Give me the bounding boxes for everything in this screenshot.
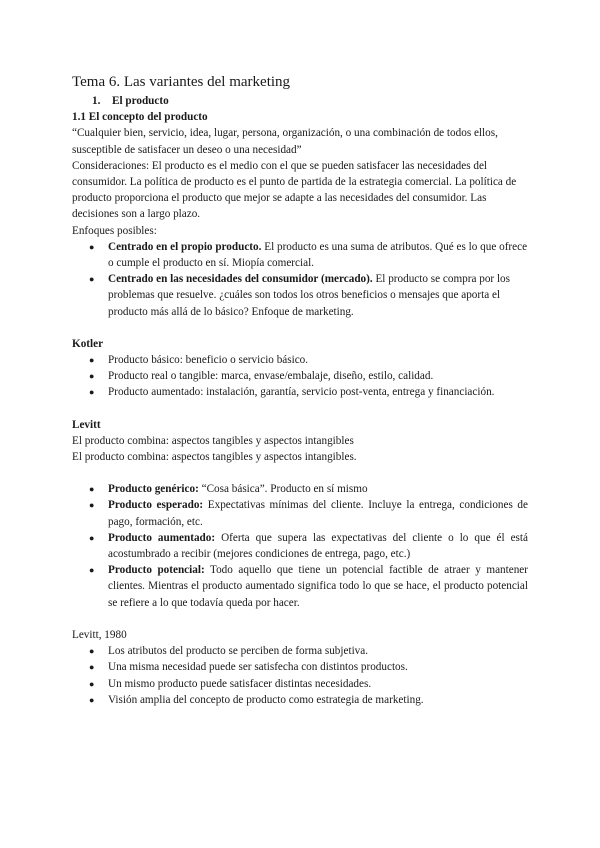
definition-quote: “Cualquier bien, servicio, idea, lugar, persona, organización, o una combinación de todos ellos, susceptible de satisfacer un deseo o una necesidad” (72, 127, 498, 156)
list-item (72, 368, 528, 384)
item-bold: Producto genérico: (108, 483, 199, 496)
levitt-list (72, 481, 528, 611)
considerations-paragraph: Consideraciones: El producto es el medio con el que se pueden satisfacer las necesidades del consumidor. La política de producto es el punto de partida de la estrategia comercial. La política de producto proporciona el producto que mejor se adapte a las necesidades del consumidor. Las decisiones son a largo plazo. (72, 159, 517, 221)
item-text: Producto básico: beneficio o servicio básico. (108, 354, 309, 367)
bullet-icon: ● (89, 355, 95, 366)
bullet-icon: ● (89, 565, 95, 576)
item-bold: Producto aumentado: (108, 531, 216, 544)
bullet-icon: ● (89, 274, 95, 285)
list-item (72, 239, 528, 271)
subsection-heading: 1.1 El concepto del producto (72, 111, 208, 124)
item-bold: Centrado en las necesidades del consumidor (mercado). (108, 273, 373, 286)
list-item (72, 530, 528, 562)
item-bold: Producto esperado: (108, 499, 204, 512)
item-text: “Cosa básica”. Producto en sí mismo (198, 483, 368, 496)
bullet-icon: ● (89, 646, 95, 657)
item-text: Expectativas mínimas del cliente. Incluye la entrega, condiciones de pago, formación, etc. (108, 499, 528, 528)
list-item (72, 271, 528, 320)
kotler-heading: Kotler (72, 337, 104, 350)
section-number: 1. (92, 95, 101, 107)
list-item (72, 692, 528, 708)
document-title: Tema 6. Las variantes del marketing (72, 74, 291, 90)
bullet-icon: ● (89, 694, 95, 705)
enfoques-heading: Enfoques posibles: (72, 224, 157, 237)
bullet-icon: ● (89, 532, 95, 543)
item-text: Oferta que supera las expectativas del cliente o lo que él está acostumbrado a recibir (mejores condiciones de entrega, pago, etc.) (108, 531, 528, 561)
item-bold: Centrado en el propio producto. (108, 240, 262, 253)
list-item (72, 676, 528, 692)
item-text: Todo aquello que tiene un potencial factible de atraer y mantener clientes. Mientras el producto aumentado significa todo lo que se hace, el producto potencial se refiere a lo que todavía queda por hacer. (108, 564, 528, 609)
item-text: El producto se compra por los problemas que resuelve. ¿cuáles son todos los otros beneficios o mensajes que aporta el producto más allá de lo básico? Enfoque de marketing. (108, 273, 510, 318)
bullet-icon: ● (89, 678, 95, 689)
kotler-list (72, 352, 528, 401)
list-item (72, 643, 528, 659)
list-item (72, 497, 528, 529)
section-label: El producto (112, 95, 169, 107)
levitt-heading: Levitt (72, 418, 101, 431)
item-bold: Producto potencial: (108, 564, 205, 577)
item-text: Visión amplia del concepto de producto como estrategia de marketing. (108, 693, 424, 706)
bullet-icon: ● (89, 371, 95, 382)
item-text: Producto aumentado: instalación, garantía, servicio post-venta, entrega y financiación. (108, 386, 495, 399)
levitt-line: El producto combina: aspectos tangibles y aspectos intangibles (72, 434, 354, 447)
bullet-icon: ● (89, 241, 95, 252)
item-text: Producto real o tangible: marca, envase/embalaje, diseño, estilo, calidad. (108, 370, 434, 383)
bullet-icon: ● (89, 500, 95, 511)
list-item (72, 352, 528, 368)
list-item (72, 384, 528, 400)
list-item (72, 659, 528, 675)
levitt-line: El producto combina: aspectos tangibles y aspectos intangibles. (72, 451, 357, 464)
section-heading (92, 93, 528, 109)
bullet-icon: ● (89, 484, 95, 495)
enfoques-list (72, 239, 528, 320)
list-item (72, 562, 528, 611)
bullet-icon: ● (89, 387, 95, 398)
levitt-1980-heading: Levitt, 1980 (72, 628, 127, 641)
levitt-1980-list (72, 643, 528, 708)
item-text: Una misma necesidad puede ser satisfecha con distintos productos. (108, 661, 408, 674)
item-text: Los atributos del producto se perciben de forma subjetiva. (108, 645, 369, 658)
item-text: El producto es una suma de atributos. Qué es lo que ofrece o cumple el producto en sí. Miopía comercial. (108, 240, 528, 270)
list-item (72, 481, 528, 497)
bullet-icon: ● (89, 662, 95, 673)
item-text: Un mismo producto puede satisfacer distintas necesidades. (108, 677, 372, 690)
